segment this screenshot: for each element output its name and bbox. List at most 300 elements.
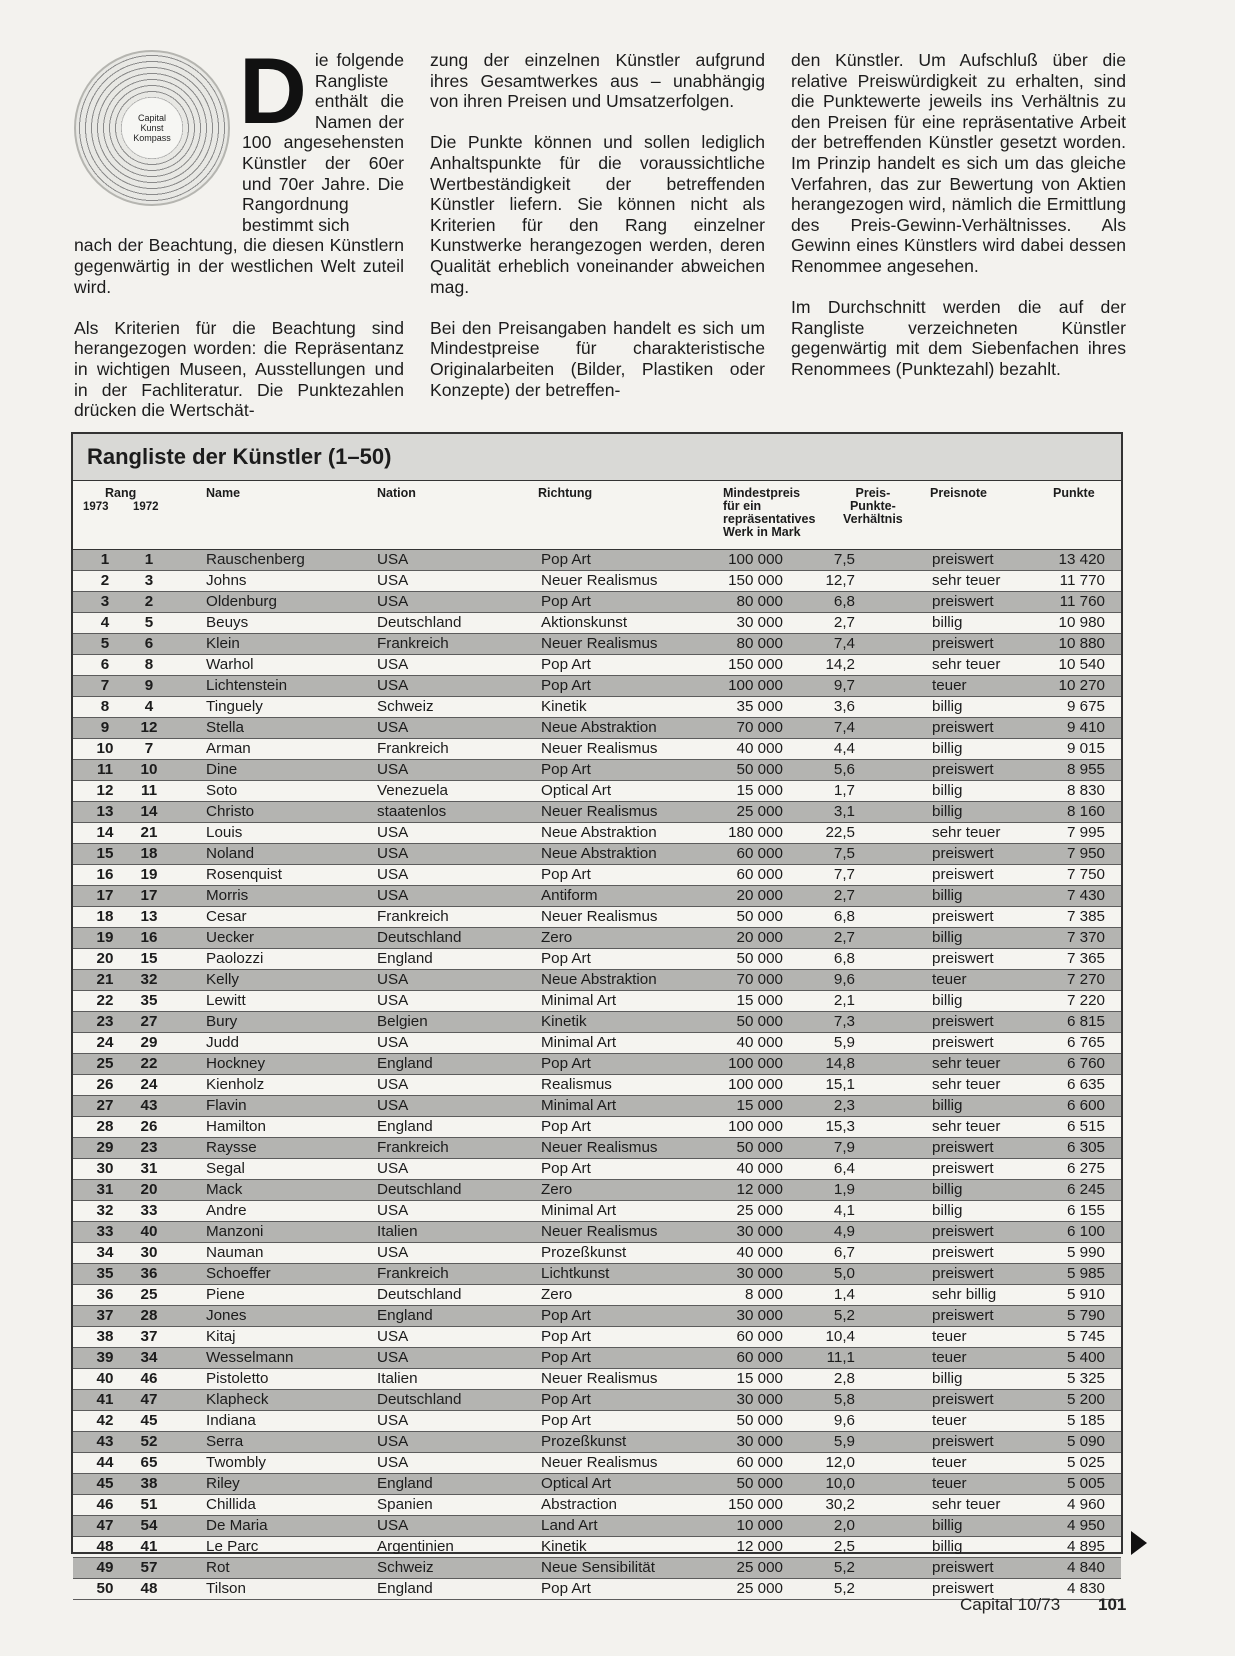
price-points-ratio-cell: 5,9 bbox=[833, 1034, 855, 1051]
minimum-price-cell: 100 000 bbox=[728, 1076, 783, 1093]
artist-name-cell: De Maria bbox=[206, 1517, 268, 1534]
table-row bbox=[73, 1327, 1121, 1348]
artist-name-cell: Klapheck bbox=[206, 1391, 269, 1408]
price-rating-cell: billig bbox=[932, 1097, 963, 1114]
minimum-price-cell: 50 000 bbox=[736, 1475, 783, 1492]
price-rating-cell: billig bbox=[932, 1517, 963, 1534]
minimum-price-cell: 60 000 bbox=[736, 845, 783, 862]
rank-1973-cell: 36 bbox=[96, 1286, 114, 1303]
artist-name-cell: Hamilton bbox=[206, 1118, 266, 1135]
price-points-ratio-cell: 15,1 bbox=[825, 1076, 855, 1093]
rank-1972-cell: 15 bbox=[140, 950, 158, 967]
price-rating-cell: sehr teuer bbox=[932, 1076, 1001, 1093]
art-movement-cell: Minimal Art bbox=[541, 992, 617, 1009]
artist-name-cell: Warhol bbox=[206, 656, 254, 673]
points-cell: 11 770 bbox=[1059, 572, 1105, 589]
artist-name-cell: Noland bbox=[206, 845, 255, 862]
rank-1973-cell: 28 bbox=[96, 1118, 114, 1135]
price-rating-cell: preiswert bbox=[932, 1139, 994, 1156]
rank-1972-cell: 52 bbox=[140, 1433, 158, 1450]
minimum-price-cell: 10 000 bbox=[736, 1517, 783, 1534]
minimum-price-cell: 25 000 bbox=[736, 1559, 783, 1576]
rank-1973-cell: 49 bbox=[96, 1559, 114, 1576]
art-movement-cell: Minimal Art bbox=[541, 1202, 617, 1219]
artist-name-cell: Tilson bbox=[206, 1580, 246, 1597]
rank-1972-cell: 35 bbox=[140, 992, 158, 1009]
nation-cell: England bbox=[377, 1475, 433, 1492]
rank-1972-cell: 16 bbox=[140, 929, 158, 946]
artist-name-cell: Piene bbox=[206, 1286, 245, 1303]
price-rating-cell: preiswert bbox=[932, 761, 994, 778]
minimum-price-cell: 40 000 bbox=[736, 1244, 783, 1261]
rank-1973-cell: 37 bbox=[96, 1307, 114, 1324]
rank-1973-cell: 25 bbox=[96, 1055, 114, 1072]
rank-1972-cell: 29 bbox=[140, 1034, 158, 1051]
points-cell: 8 160 bbox=[1066, 803, 1105, 820]
minimum-price-cell: 50 000 bbox=[736, 1412, 783, 1429]
table-row bbox=[73, 634, 1121, 655]
artist-name-cell: Mack bbox=[206, 1181, 243, 1198]
intro-paragraph-2: Als Kriterien für die Beachtung sind herangezogen worden: die Repräsentanz in wichtigen Museen, Ausstellungen und in der Fachliteratur. Die Punktezahlen drücken die Wertschät- bbox=[74, 317, 404, 421]
rank-1973-cell: 44 bbox=[96, 1454, 114, 1471]
rank-1973-cell: 48 bbox=[96, 1538, 114, 1555]
art-movement-cell: Optical Art bbox=[541, 1475, 612, 1492]
artist-name-cell: Andre bbox=[206, 1202, 247, 1219]
table-row bbox=[73, 1012, 1121, 1033]
table-row bbox=[73, 613, 1121, 634]
points-cell: 7 385 bbox=[1066, 908, 1105, 925]
rank-1973-cell: 45 bbox=[96, 1475, 114, 1492]
rank-1973-cell: 32 bbox=[96, 1202, 114, 1219]
minimum-price-cell: 50 000 bbox=[736, 1013, 783, 1030]
price-rating-cell: sehr teuer bbox=[932, 656, 1001, 673]
price-rating-cell: billig bbox=[932, 740, 963, 757]
points-cell: 9 675 bbox=[1066, 698, 1105, 715]
price-points-ratio-cell: 1,7 bbox=[833, 782, 855, 799]
price-rating-cell: teuer bbox=[932, 677, 967, 694]
nation-cell: USA bbox=[377, 992, 409, 1009]
art-movement-cell: Neuer Realismus bbox=[541, 908, 658, 925]
artist-name-cell: Lewitt bbox=[206, 992, 246, 1009]
rank-1973-cell: 15 bbox=[96, 845, 114, 862]
table-row bbox=[73, 1474, 1121, 1495]
ranking-table bbox=[71, 432, 1123, 1597]
points-cell: 5 200 bbox=[1066, 1391, 1105, 1408]
rank-1972-cell: 9 bbox=[144, 677, 154, 694]
header-1972: 1972 bbox=[133, 501, 159, 513]
art-movement-cell: Zero bbox=[541, 1181, 573, 1198]
art-movement-cell: Realismus bbox=[541, 1076, 612, 1093]
price-rating-cell: billig bbox=[932, 614, 963, 631]
art-movement-cell: Neue Sensibilität bbox=[541, 1559, 655, 1576]
rank-1972-cell: 12 bbox=[140, 719, 158, 736]
rank-1972-cell: 40 bbox=[140, 1223, 158, 1240]
rank-1973-cell: 6 bbox=[100, 656, 110, 673]
nation-cell: Italien bbox=[377, 1370, 418, 1387]
points-cell: 7 270 bbox=[1066, 971, 1105, 988]
rank-1973-cell: 33 bbox=[96, 1223, 114, 1240]
rank-1973-cell: 13 bbox=[96, 803, 114, 820]
table-row bbox=[73, 886, 1121, 907]
price-points-ratio-cell: 2,7 bbox=[833, 614, 855, 631]
price-points-ratio-cell: 5,9 bbox=[833, 1433, 855, 1450]
artist-name-cell: Indiana bbox=[206, 1412, 256, 1429]
artist-name-cell: Klein bbox=[206, 635, 240, 652]
rank-1973-cell: 47 bbox=[96, 1517, 114, 1534]
rank-1973-cell: 39 bbox=[96, 1349, 114, 1366]
artist-name-cell: Lichtenstein bbox=[206, 677, 288, 694]
artist-name-cell: Segal bbox=[206, 1160, 245, 1177]
price-points-ratio-cell: 4,9 bbox=[833, 1223, 855, 1240]
minimum-price-cell: 150 000 bbox=[728, 1496, 783, 1513]
minimum-price-cell: 15 000 bbox=[736, 992, 783, 1009]
points-cell: 5 185 bbox=[1066, 1412, 1105, 1429]
art-movement-cell: Neuer Realismus bbox=[541, 572, 658, 589]
nation-cell: Deutschland bbox=[377, 1391, 462, 1408]
rank-1973-cell: 14 bbox=[96, 824, 114, 841]
rank-1973-cell: 21 bbox=[96, 971, 114, 988]
rank-1973-cell: 50 bbox=[96, 1580, 114, 1597]
table-row bbox=[73, 823, 1121, 844]
minimum-price-cell: 60 000 bbox=[736, 1454, 783, 1471]
price-rating-cell: billig bbox=[932, 698, 963, 715]
artist-name-cell: Hockney bbox=[206, 1055, 266, 1072]
rank-1972-cell: 7 bbox=[144, 740, 154, 757]
artist-name-cell: Jones bbox=[206, 1307, 247, 1324]
table-row bbox=[73, 1390, 1121, 1411]
table-row bbox=[73, 592, 1121, 613]
minimum-price-cell: 50 000 bbox=[736, 908, 783, 925]
art-movement-cell: Pop Art bbox=[541, 677, 591, 694]
table-row bbox=[73, 1138, 1121, 1159]
nation-cell: England bbox=[377, 1580, 433, 1597]
price-rating-cell: preiswert bbox=[932, 1559, 994, 1576]
artist-name-cell: Arman bbox=[206, 740, 251, 757]
col2-paragraph-3: Bei den Preisangaben handelt es sich um Mindestpreise für charakteristische Originalarbeiten (Bilder, Plastiken oder Konzepte) der betreffen- bbox=[430, 317, 765, 400]
minimum-price-cell: 80 000 bbox=[736, 635, 783, 652]
artist-name-cell: Nauman bbox=[206, 1244, 264, 1261]
price-rating-cell: preiswert bbox=[932, 1013, 994, 1030]
art-movement-cell: Kinetik bbox=[541, 1538, 587, 1555]
art-movement-cell: Antiform bbox=[541, 887, 598, 904]
nation-cell: Venezuela bbox=[377, 782, 448, 799]
art-movement-cell: Pop Art bbox=[541, 1391, 591, 1408]
art-movement-cell: Pop Art bbox=[541, 1349, 591, 1366]
nation-cell: USA bbox=[377, 551, 409, 568]
price-rating-cell: teuer bbox=[932, 1349, 967, 1366]
rank-1972-cell: 26 bbox=[140, 1118, 158, 1135]
col2-paragraph-1: zung der einzelnen Künstler aufgrund ihres Gesamtwerkes aus – unabhängig von ihren Preisen und Umsatzerfolgen. bbox=[430, 50, 765, 112]
table-row bbox=[73, 928, 1121, 949]
rank-1973-cell: 34 bbox=[96, 1244, 114, 1261]
artist-name-cell: Stella bbox=[206, 719, 244, 736]
nation-cell: USA bbox=[377, 1349, 409, 1366]
rank-1973-cell: 4 bbox=[100, 614, 110, 631]
header-name: Name bbox=[206, 486, 241, 500]
points-cell: 9 015 bbox=[1066, 740, 1105, 757]
minimum-price-cell: 60 000 bbox=[736, 1349, 783, 1366]
rank-1973-cell: 31 bbox=[96, 1181, 114, 1198]
table-row bbox=[73, 1411, 1121, 1432]
price-rating-cell: preiswert bbox=[932, 1265, 994, 1282]
nation-cell: USA bbox=[377, 824, 409, 841]
rank-1972-cell: 5 bbox=[144, 614, 154, 631]
minimum-price-cell: 50 000 bbox=[736, 761, 783, 778]
points-cell: 4 950 bbox=[1066, 1517, 1105, 1534]
minimum-price-cell: 100 000 bbox=[728, 677, 783, 694]
header-richtung: Richtung bbox=[538, 486, 593, 500]
price-points-ratio-cell: 10,4 bbox=[825, 1328, 855, 1345]
rank-1973-cell: 18 bbox=[96, 908, 114, 925]
art-movement-cell: Pop Art bbox=[541, 761, 591, 778]
artist-name-cell: Pistoletto bbox=[206, 1370, 269, 1387]
header-ratio: Preis- Punkte- Verhältnis bbox=[843, 486, 903, 526]
price-rating-cell: preiswert bbox=[932, 1307, 994, 1324]
price-rating-cell: billig bbox=[932, 929, 963, 946]
artist-name-cell: Twombly bbox=[206, 1454, 266, 1471]
price-points-ratio-cell: 3,6 bbox=[833, 698, 855, 715]
logo-line: Kompass bbox=[133, 133, 171, 143]
points-cell: 7 220 bbox=[1066, 992, 1105, 1009]
nation-cell: Argentinien bbox=[377, 1538, 454, 1555]
artist-name-cell: Rot bbox=[206, 1559, 230, 1576]
art-movement-cell: Neuer Realismus bbox=[541, 740, 658, 757]
rank-1972-cell: 13 bbox=[140, 908, 158, 925]
points-cell: 6 100 bbox=[1066, 1223, 1105, 1240]
header-rang: Rang bbox=[105, 486, 137, 500]
table-row bbox=[73, 1180, 1121, 1201]
rank-1973-cell: 17 bbox=[96, 887, 114, 904]
rank-1973-cell: 42 bbox=[96, 1412, 114, 1429]
nation-cell: USA bbox=[377, 1202, 409, 1219]
rank-1972-cell: 23 bbox=[140, 1139, 158, 1156]
table-row bbox=[73, 970, 1121, 991]
rank-1973-cell: 30 bbox=[96, 1160, 114, 1177]
rank-1973-cell: 2 bbox=[100, 572, 110, 589]
minimum-price-cell: 100 000 bbox=[728, 1055, 783, 1072]
artist-name-cell: Kitaj bbox=[206, 1328, 236, 1345]
minimum-price-cell: 180 000 bbox=[728, 824, 783, 841]
rank-1972-cell: 47 bbox=[140, 1391, 158, 1408]
artist-name-cell: Judd bbox=[206, 1034, 239, 1051]
artist-name-cell: Soto bbox=[206, 782, 238, 799]
points-cell: 7 750 bbox=[1066, 866, 1105, 883]
points-cell: 4 840 bbox=[1066, 1559, 1105, 1576]
art-movement-cell: Neuer Realismus bbox=[541, 1454, 658, 1471]
article-column-1 bbox=[74, 38, 404, 441]
artist-name-cell: Uecker bbox=[206, 929, 255, 946]
price-points-ratio-cell: 10,0 bbox=[825, 1475, 855, 1492]
points-cell: 5 025 bbox=[1066, 1454, 1105, 1471]
nation-cell: England bbox=[377, 1307, 433, 1324]
table-row bbox=[73, 676, 1121, 697]
price-points-ratio-cell: 9,6 bbox=[833, 1412, 855, 1429]
price-points-ratio-cell: 22,5 bbox=[825, 824, 855, 841]
points-cell: 5 325 bbox=[1066, 1370, 1105, 1387]
points-cell: 6 275 bbox=[1066, 1160, 1105, 1177]
intro-text: ie folgende Rangliste enthält die Namen der 100 angesehensten Künstler der 60er und 70er Jahre. Die Rangordnung bestimmt sich bbox=[242, 50, 404, 235]
rank-1972-cell: 10 bbox=[140, 761, 158, 778]
rank-1972-cell: 3 bbox=[144, 572, 154, 589]
minimum-price-cell: 12 000 bbox=[736, 1538, 783, 1555]
nation-cell: Deutschland bbox=[377, 1286, 462, 1303]
art-movement-cell: Pop Art bbox=[541, 1055, 591, 1072]
art-movement-cell: Minimal Art bbox=[541, 1034, 617, 1051]
rank-1973-cell: 5 bbox=[100, 635, 110, 652]
points-cell: 7 995 bbox=[1066, 824, 1105, 841]
minimum-price-cell: 50 000 bbox=[736, 950, 783, 967]
price-rating-cell: preiswert bbox=[932, 1391, 994, 1408]
points-cell: 5 090 bbox=[1066, 1433, 1105, 1450]
minimum-price-cell: 40 000 bbox=[736, 1034, 783, 1051]
price-rating-cell: preiswert bbox=[932, 866, 994, 883]
artist-name-cell: Rauschenberg bbox=[206, 551, 305, 568]
rank-1973-cell: 16 bbox=[96, 866, 114, 883]
rank-1972-cell: 25 bbox=[140, 1286, 158, 1303]
table-row bbox=[73, 949, 1121, 970]
price-rating-cell: preiswert bbox=[932, 593, 994, 610]
nation-cell: USA bbox=[377, 1160, 409, 1177]
table-row bbox=[73, 655, 1121, 676]
rank-1972-cell: 24 bbox=[140, 1076, 158, 1093]
art-movement-cell: Pop Art bbox=[541, 1412, 591, 1429]
table-row bbox=[73, 781, 1121, 802]
table-row bbox=[73, 1348, 1121, 1369]
rank-1972-cell: 2 bbox=[144, 593, 154, 610]
price-rating-cell: billig bbox=[932, 887, 963, 904]
rank-1972-cell: 4 bbox=[144, 698, 154, 715]
points-cell: 6 815 bbox=[1066, 1013, 1105, 1030]
col3-paragraph-1: den Künstler. Um Aufschluß über die relative Preiswürdigkeit zu erhalten, sind die Punktewerte jeweils ins Verhältnis zu den Preisen für eine repräsentative Arbeit der betreffenden Künstler gesetzt worden. Im Prinzip handelt es sich um das gleiche Verfahren, das zur Bewertung von Aktien herangezogen wird, nämlich die Ermittlung des Preis-Gewinn-Verhältnisses. Als Gewinn eines Künstlers wird dabei dessen Renommee angesehen. bbox=[791, 50, 1126, 276]
table-header bbox=[73, 481, 1121, 550]
header-1973: 1973 bbox=[83, 501, 109, 513]
price-points-ratio-cell: 6,8 bbox=[833, 593, 855, 610]
table-row bbox=[73, 1159, 1121, 1180]
art-movement-cell: Neuer Realismus bbox=[541, 1139, 658, 1156]
minimum-price-cell: 70 000 bbox=[736, 719, 783, 736]
nation-cell: USA bbox=[377, 1097, 409, 1114]
art-movement-cell: Neue Abstraktion bbox=[541, 971, 657, 988]
rank-1972-cell: 37 bbox=[140, 1328, 158, 1345]
price-points-ratio-cell: 2,1 bbox=[833, 992, 855, 1009]
minimum-price-cell: 15 000 bbox=[736, 782, 783, 799]
table-row bbox=[73, 802, 1121, 823]
points-cell: 7 365 bbox=[1066, 950, 1105, 967]
price-points-ratio-cell: 14,2 bbox=[825, 656, 855, 673]
points-cell: 7 370 bbox=[1066, 929, 1105, 946]
art-movement-cell: Pop Art bbox=[541, 1160, 591, 1177]
price-points-ratio-cell: 2,8 bbox=[833, 1370, 855, 1387]
artist-name-cell: Manzoni bbox=[206, 1223, 264, 1240]
rank-1973-cell: 8 bbox=[100, 698, 110, 715]
price-rating-cell: sehr teuer bbox=[932, 1496, 1001, 1513]
price-rating-cell: sehr billig bbox=[932, 1286, 997, 1303]
rank-1973-cell: 29 bbox=[96, 1139, 114, 1156]
rank-1973-cell: 12 bbox=[96, 782, 114, 799]
artist-name-cell: Christo bbox=[206, 803, 255, 820]
price-points-ratio-cell: 1,9 bbox=[833, 1181, 855, 1198]
nation-cell: Deutschland bbox=[377, 614, 462, 631]
header-punkte: Punkte bbox=[1053, 486, 1095, 500]
rank-1973-cell: 11 bbox=[96, 761, 114, 778]
rank-1972-cell: 20 bbox=[140, 1181, 158, 1198]
points-cell: 5 985 bbox=[1066, 1265, 1105, 1282]
price-points-ratio-cell: 30,2 bbox=[825, 1496, 855, 1513]
points-cell: 6 760 bbox=[1066, 1055, 1105, 1072]
art-movement-cell: Neuer Realismus bbox=[541, 1370, 658, 1387]
points-cell: 5 400 bbox=[1066, 1349, 1105, 1366]
price-points-ratio-cell: 1,4 bbox=[833, 1286, 855, 1303]
price-points-ratio-cell: 2,7 bbox=[833, 929, 855, 946]
rank-1973-cell: 23 bbox=[96, 1013, 114, 1030]
nation-cell: USA bbox=[377, 1433, 409, 1450]
rank-1972-cell: 30 bbox=[140, 1244, 158, 1261]
art-movement-cell: Pop Art bbox=[541, 656, 591, 673]
price-rating-cell: billig bbox=[932, 803, 963, 820]
art-movement-cell: Lichtkunst bbox=[541, 1265, 610, 1282]
art-movement-cell: Pop Art bbox=[541, 1328, 591, 1345]
rank-1972-cell: 57 bbox=[140, 1559, 158, 1576]
rank-1972-cell: 33 bbox=[140, 1202, 158, 1219]
minimum-price-cell: 30 000 bbox=[736, 1223, 783, 1240]
rank-1973-cell: 26 bbox=[96, 1076, 114, 1093]
minimum-price-cell: 100 000 bbox=[728, 1118, 783, 1135]
artist-name-cell: Tinguely bbox=[206, 698, 263, 715]
points-cell: 6 155 bbox=[1066, 1202, 1105, 1219]
price-rating-cell: preiswert bbox=[932, 551, 994, 568]
price-rating-cell: preiswert bbox=[932, 1160, 994, 1177]
price-points-ratio-cell: 2,3 bbox=[833, 1097, 855, 1114]
rank-1972-cell: 28 bbox=[140, 1307, 158, 1324]
price-rating-cell: sehr teuer bbox=[932, 1118, 1001, 1135]
rank-1973-cell: 40 bbox=[96, 1370, 114, 1387]
nation-cell: Belgien bbox=[377, 1013, 428, 1030]
rank-1973-cell: 27 bbox=[96, 1097, 114, 1114]
footer-issue: Capital 10/73 bbox=[960, 1595, 1061, 1614]
price-rating-cell: preiswert bbox=[932, 635, 994, 652]
logo-line: Capital bbox=[137, 113, 166, 123]
rank-1973-cell: 43 bbox=[96, 1433, 114, 1450]
minimum-price-cell: 25 000 bbox=[736, 1580, 783, 1597]
points-cell: 13 420 bbox=[1058, 551, 1105, 568]
table-row bbox=[73, 1516, 1121, 1537]
price-rating-cell: billig bbox=[932, 1538, 963, 1555]
minimum-price-cell: 25 000 bbox=[736, 803, 783, 820]
price-points-ratio-cell: 14,8 bbox=[825, 1055, 855, 1072]
points-cell: 7 430 bbox=[1066, 887, 1105, 904]
art-movement-cell: Pop Art bbox=[541, 1580, 591, 1597]
table-row bbox=[73, 1537, 1121, 1558]
minimum-price-cell: 35 000 bbox=[736, 698, 783, 715]
rank-1972-cell: 36 bbox=[140, 1265, 158, 1282]
price-rating-cell: billig bbox=[932, 1370, 963, 1387]
nation-cell: Frankreich bbox=[377, 908, 449, 925]
price-points-ratio-cell: 11,1 bbox=[826, 1349, 855, 1366]
rank-1973-cell: 46 bbox=[96, 1496, 114, 1513]
art-movement-cell: Neuer Realismus bbox=[541, 1223, 658, 1240]
table-row bbox=[73, 991, 1121, 1012]
table-row bbox=[73, 1558, 1121, 1579]
price-points-ratio-cell: 5,2 bbox=[833, 1559, 855, 1576]
nation-cell: USA bbox=[377, 1076, 409, 1093]
price-rating-cell: sehr teuer bbox=[932, 1055, 1001, 1072]
points-cell: 5 005 bbox=[1066, 1475, 1105, 1492]
table-row bbox=[73, 1495, 1121, 1516]
rank-1973-cell: 1 bbox=[100, 551, 110, 568]
table-row bbox=[73, 718, 1121, 739]
table-row bbox=[73, 1453, 1121, 1474]
points-cell: 5 990 bbox=[1066, 1244, 1105, 1261]
